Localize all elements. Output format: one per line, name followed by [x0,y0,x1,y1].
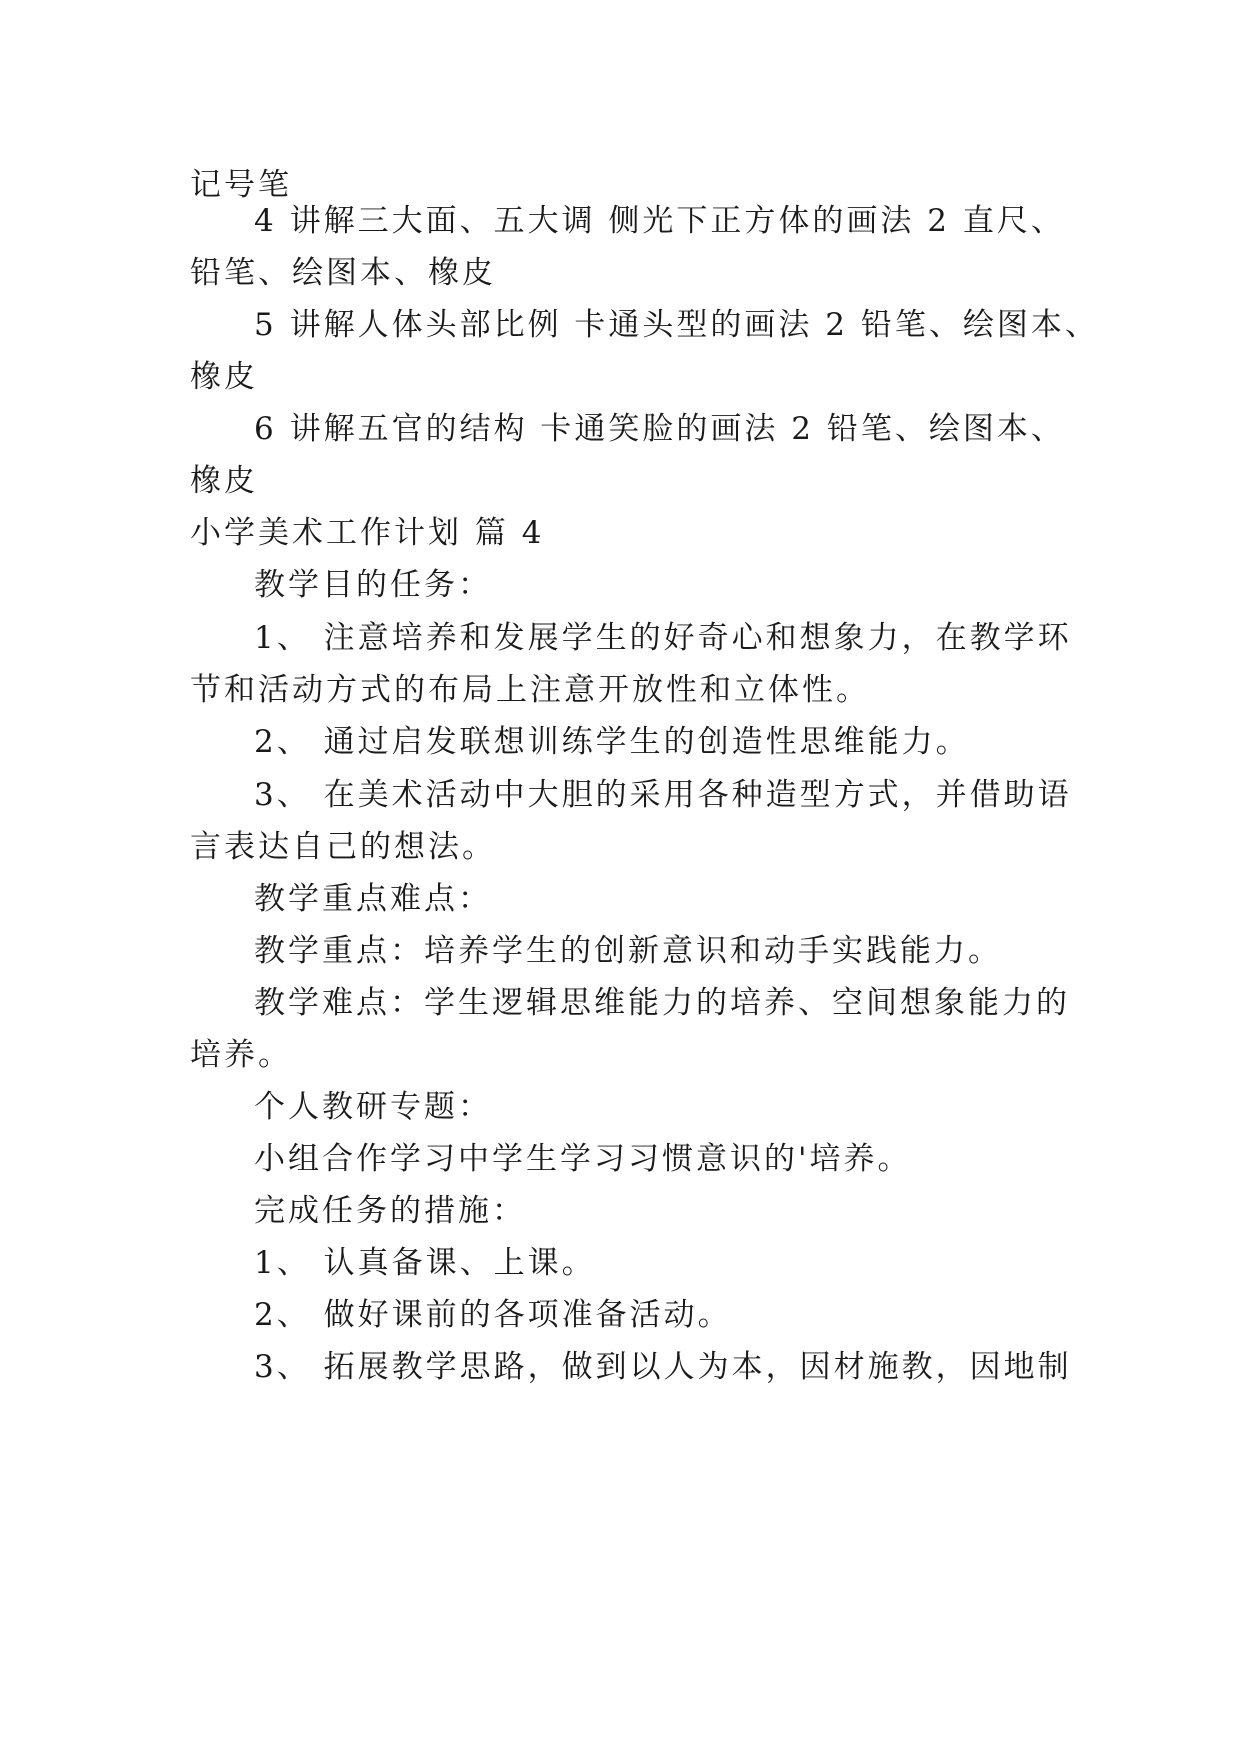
text-line: 6 讲解五官的结构 卡通笑脸的画法 2 铅笔、绘图本、 [254,411,1065,447]
text-line: 3、 拓展教学思路，做到以人为本，因材施教，因地制 [254,1349,1072,1385]
text-line: 2、 做好课前的各项准备活动。 [254,1297,732,1333]
text-line: 节和活动方式的布局上注意开放性和立体性。 [190,672,870,708]
text-line: 个人教研专题： [254,1089,492,1125]
text-line: 培养。 [190,1037,292,1073]
text-line: 教学重点难点： [254,881,492,917]
text-line: 小组合作学习中学生学习习惯意识的'培养。 [254,1141,912,1177]
text-line: 2、 通过启发联想训练学生的创造性思维能力。 [254,724,970,760]
text-line: 橡皮 [190,359,258,395]
text-line: 教学目的任务： [254,567,492,603]
text-line: 4 讲解三大面、五大调 侧光下正方体的画法 2 直尺、 [254,203,1065,239]
text-line: 铅笔、绘图本、橡皮 [190,255,496,291]
text-line: 教学难点：学生逻辑思维能力的培养、空间想象能力的 [254,985,1070,1021]
text-line: 3、 在美术活动中大胆的采用各种造型方式，并借助语 [254,777,1072,813]
text-line: 5 讲解人体头部比例 卡通头型的画法 2 铅笔、绘图本、 [254,307,1099,343]
text-line: 完成任务的措施： [254,1193,526,1229]
section-heading: 小学美术工作计划 篇 4 [190,515,545,551]
text-line: 1、 认真备课、上课。 [254,1245,596,1281]
text-line: 言表达自己的想法。 [190,829,496,865]
text-line: 记号笔 [190,167,292,203]
text-line: 1、 注意培养和发展学生的好奇心和想象力，在教学环 [254,620,1072,656]
text-line: 教学重点：培养学生的创新意识和动手实践能力。 [254,933,1002,969]
text-line: 橡皮 [190,463,258,499]
